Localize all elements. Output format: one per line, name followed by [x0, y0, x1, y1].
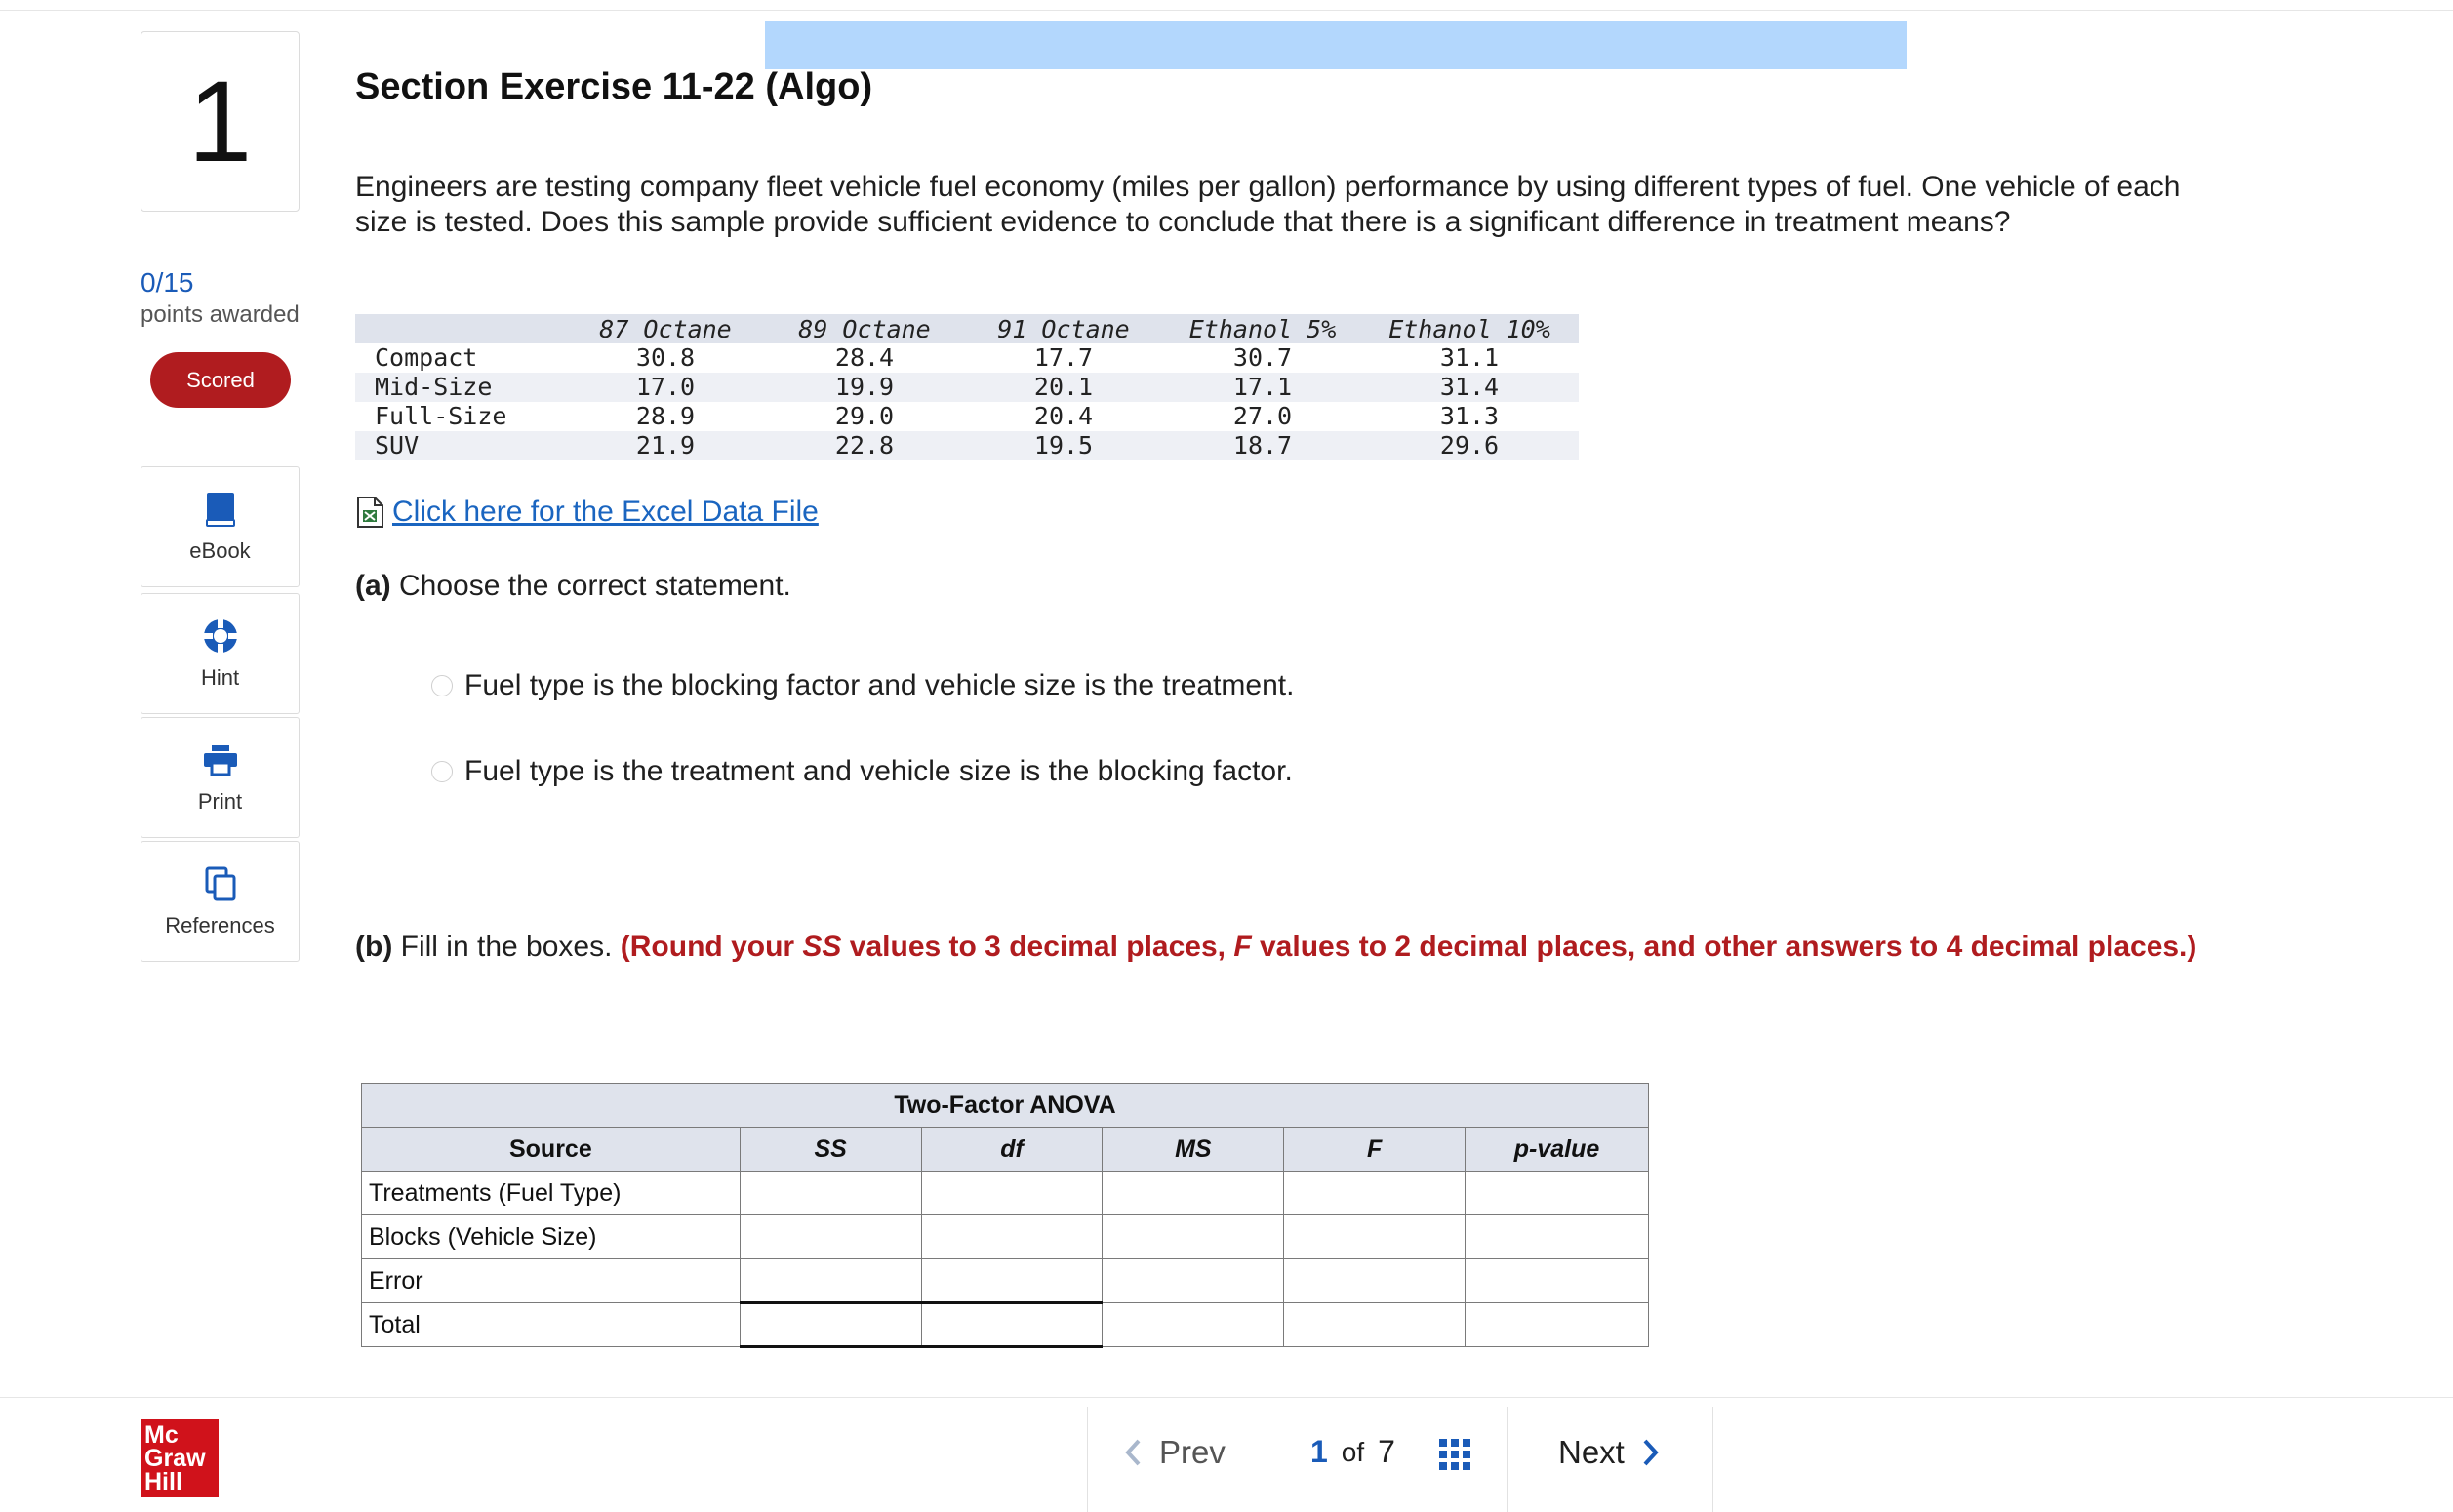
references-button[interactable]: [141, 841, 300, 962]
instruction-text: (Round your: [620, 931, 803, 963]
selection-highlight: [765, 21, 1907, 69]
data-cell: 31.4: [1360, 373, 1579, 402]
anova-col-header: F: [1284, 1128, 1466, 1172]
hint-button[interactable]: [141, 593, 300, 714]
hint-label: Hint: [200, 665, 240, 690]
f-error-cell: [1284, 1259, 1466, 1303]
ss-error-input[interactable]: [740, 1259, 921, 1303]
part-a-text: Choose the correct statement.: [399, 570, 791, 602]
row-label: Full-Size: [375, 402, 507, 430]
anova-title-row: [362, 1084, 1649, 1128]
anova-header-row: [362, 1128, 1649, 1172]
row-label: Mid-Size: [355, 373, 564, 402]
table-row: [355, 431, 1579, 460]
printer-icon: [201, 740, 240, 779]
chevron-right-icon: [1640, 1437, 1662, 1468]
instruction-ss: SS: [802, 931, 842, 963]
data-cell: 17.0: [564, 373, 767, 402]
part-a-prompt: [355, 570, 791, 603]
footer-divider: [0, 1397, 2453, 1398]
anova-col-header: MS: [1103, 1128, 1284, 1172]
ss-treatments-input[interactable]: [740, 1172, 921, 1215]
print-label: Print: [197, 789, 243, 814]
question-intro: Engineers are testing company fleet vehicle fuel economy (miles per gallon) performance by using different types of fuel. One vehicle of each size is tested. Does this sample provide sufficient evidence to conclude that there is a significant difference in treatment means?: [355, 171, 2181, 238]
next-button[interactable]: [1558, 1434, 1662, 1471]
data-cell: 27.0: [1232, 402, 1293, 430]
rounding-instructions: [621, 931, 2197, 963]
table-row: [355, 373, 1579, 402]
excel-file-icon: [355, 496, 386, 529]
table-row: [355, 402, 1579, 431]
part-b-label: (b): [355, 931, 393, 963]
page-of: of: [1341, 1436, 1365, 1467]
data-cell: 28.9: [635, 402, 696, 430]
data-cell: 20.1: [962, 373, 1165, 402]
data-cell: 20.4: [1033, 402, 1094, 430]
data-cell: 19.5: [962, 431, 1165, 460]
table-row: [355, 343, 1579, 373]
radio-button[interactable]: [431, 675, 453, 696]
book-icon: [201, 490, 240, 529]
data-cell: 17.7: [1033, 343, 1094, 372]
logo-line: Graw: [144, 1445, 206, 1472]
references-label: References: [165, 913, 275, 937]
anova-source: Total: [362, 1303, 741, 1347]
instruction-text: values to 3 decimal places,: [841, 931, 1234, 963]
f-blocks-input[interactable]: [1284, 1215, 1466, 1259]
copy-pages-icon: [201, 864, 240, 903]
instruction-f: F: [1233, 931, 1252, 963]
ss-total-input[interactable]: [740, 1303, 921, 1347]
points-score: 0/15: [141, 267, 194, 298]
scored-badge: Scored: [150, 352, 291, 408]
df-blocks-input[interactable]: [921, 1215, 1103, 1259]
radio-button[interactable]: [431, 761, 453, 782]
data-header: Ethanol 10%: [1360, 314, 1579, 343]
table-row: [362, 1172, 1649, 1215]
anova-title: Two-Factor ANOVA: [362, 1084, 1649, 1128]
table-row: [362, 1259, 1649, 1303]
ms-total-cell: [1103, 1303, 1284, 1347]
anova-table: [361, 1083, 1649, 1348]
data-header: Ethanol 5%: [1165, 314, 1360, 343]
anova-col-header: p-value: [1466, 1128, 1649, 1172]
data-cell: 21.9: [564, 431, 767, 460]
pvalue-treatments-input[interactable]: [1466, 1172, 1649, 1215]
top-divider: [0, 10, 2453, 11]
row-label: Compact: [375, 343, 478, 372]
data-header-row: [355, 314, 1579, 343]
anova-source: Treatments (Fuel Type): [362, 1172, 741, 1215]
data-cell: 28.4: [834, 343, 895, 372]
data-cell: 29.6: [1360, 431, 1579, 460]
data-cell: 30.8: [635, 343, 696, 372]
current-page: 1: [1310, 1434, 1328, 1469]
ebook-label: eBook: [189, 538, 251, 563]
option-fuel-blocking[interactable]: [431, 669, 1294, 702]
option-fuel-treatment[interactable]: [431, 755, 1293, 788]
data-cell: 31.1: [1439, 343, 1500, 372]
print-button[interactable]: [141, 717, 300, 838]
nav-divider: [1507, 1407, 1508, 1512]
option-label: Fuel type is the treatment and vehicle size is the blocking factor.: [464, 755, 1293, 787]
page-indicator: [1310, 1434, 1395, 1470]
pvalue-blocks-input[interactable]: [1466, 1215, 1649, 1259]
logo-line: Mc: [144, 1421, 179, 1449]
anova-col-header: df: [921, 1128, 1103, 1172]
excel-link-text: Click here for the Excel Data File: [392, 496, 819, 528]
grid-icon[interactable]: [1438, 1438, 1471, 1471]
data-header: 87 Octane: [564, 314, 767, 343]
prev-label: Prev: [1159, 1434, 1226, 1470]
data-cell: 29.0: [834, 402, 895, 430]
ms-treatments-input[interactable]: [1103, 1172, 1284, 1215]
data-header: 91 Octane: [962, 314, 1165, 343]
part-a-label: (a): [355, 570, 391, 602]
logo-line: Hill: [144, 1468, 182, 1495]
df-treatments-input[interactable]: [921, 1172, 1103, 1215]
prev-button[interactable]: [1122, 1434, 1226, 1471]
part-b-text: Fill in the boxes.: [400, 931, 613, 963]
question-title: Section Exercise 11-22 (Algo): [355, 66, 873, 107]
fuel-data-table: [355, 314, 1579, 460]
next-label: Next: [1558, 1434, 1625, 1470]
anova-col-header: Source: [362, 1128, 741, 1172]
f-total-cell: [1284, 1303, 1466, 1347]
question-number: 1: [141, 31, 300, 212]
anova-col-header: SS: [740, 1128, 921, 1172]
row-label: SUV: [355, 431, 564, 460]
pvalue-error-cell: [1466, 1259, 1649, 1303]
excel-data-link[interactable]: [355, 496, 819, 529]
part-b-prompt: [355, 930, 2209, 965]
df-error-input[interactable]: [921, 1259, 1103, 1303]
data-cell: 17.1: [1165, 373, 1360, 402]
f-treatments-input[interactable]: [1284, 1172, 1466, 1215]
data-cell: 19.9: [767, 373, 962, 402]
total-pages: 7: [1378, 1434, 1395, 1469]
option-label: Fuel type is the blocking factor and vehicle size is the treatment.: [464, 669, 1295, 701]
anova-source: Blocks (Vehicle Size): [362, 1215, 741, 1259]
anova-source: Error: [362, 1259, 741, 1303]
table-row: [362, 1303, 1649, 1347]
chevron-left-icon: [1122, 1437, 1144, 1468]
data-cell: 31.3: [1439, 402, 1500, 430]
data-header: 89 Octane: [767, 314, 962, 343]
ebook-button[interactable]: [141, 466, 300, 587]
data-cell: 30.7: [1232, 343, 1293, 372]
pvalue-total-cell: [1466, 1303, 1649, 1347]
data-cell: 22.8: [767, 431, 962, 460]
points-label: points awarded: [141, 301, 300, 328]
data-header-blank: [355, 314, 564, 343]
df-total-input[interactable]: [921, 1303, 1103, 1347]
ms-blocks-input[interactable]: [1103, 1215, 1284, 1259]
data-cell: 18.7: [1165, 431, 1360, 460]
ss-blocks-input[interactable]: [740, 1215, 921, 1259]
instruction-text: values to 2 decimal places, and other answers to 4 decimal places.): [1251, 931, 2197, 963]
table-row: [362, 1215, 1649, 1259]
mcgraw-hill-logo: [141, 1419, 219, 1497]
lifebuoy-icon: [201, 617, 240, 656]
ms-error-input[interactable]: [1103, 1259, 1284, 1303]
